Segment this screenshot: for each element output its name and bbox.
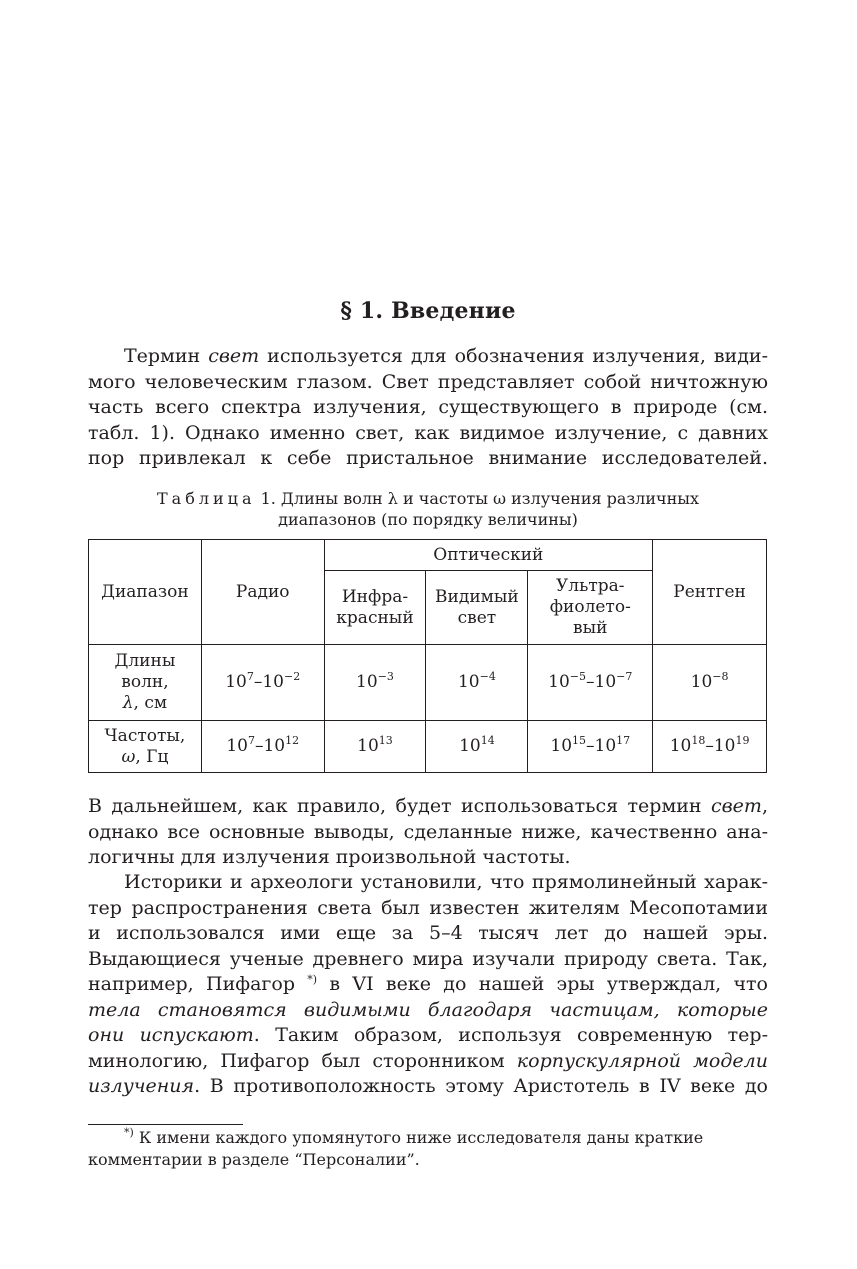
cell-uv-wavelength: $10^{-5}-10^{-7}$ [528, 645, 653, 721]
cell-visible-frequency: $10^{14}$ [426, 721, 528, 773]
text-line: мого человеческим глазом. Свет представляет собой ничтожную [88, 370, 768, 393]
text-line: часть всего спектра излучения, существующего в природе (см. [88, 396, 768, 418]
cell-radio-wavelength: $10^7-10^{-2}$ [201, 645, 324, 721]
text-line: тела становятся видимыми благодаря частицам, которые [88, 998, 768, 1021]
text-line: Историки и археологи установили, что прямолинейный харак- [124, 871, 768, 893]
text-line: логичны для излучения произвольной частоты. [88, 846, 571, 868]
text-line: Выдающиеся ученые древнего мира изучали природу света. Так, [88, 947, 768, 970]
cell-infrared-frequency: $10^{13}$ [324, 721, 426, 773]
header-optical: Оптический [324, 540, 653, 571]
cell-uv-frequency: $10^{15}-10^{17}$ [528, 721, 653, 773]
table-caption-line1: 1. Длины волн λ и частоты ω излучения различных [255, 489, 699, 508]
footnote-mark: *) [124, 1126, 134, 1139]
row-label-frequency: Частоты, ω, Гц [89, 721, 202, 773]
section-number: § 1. [340, 298, 384, 324]
header-ultraviolet: Ультра- фиолето- вый [528, 571, 653, 645]
footnote-marker[interactable]: *) [307, 973, 318, 986]
text-line: например, Пифагор *) в VI веке до нашей эры утверждал, что [88, 973, 768, 995]
section-heading [88, 298, 768, 324]
cell-radio-frequency: $10^7-10^{12}$ [201, 721, 324, 773]
cell-xray-frequency: $10^{18}-10^{19}$ [653, 721, 767, 773]
header-infrared: Инфра- красный [324, 571, 426, 645]
cell-visible-wavelength: $10^{-4}$ [426, 645, 528, 721]
table-caption [88, 488, 768, 530]
text-line: однако все основные выводы, сделанные ниже, качественно ана- [88, 820, 768, 843]
header-visible: Видимый свет [426, 571, 528, 645]
cell-xray-wavelength: $10^{-8}$ [653, 645, 767, 721]
text-line: В дальнейшем, как правило, будет использоваться термин свет, [88, 795, 768, 817]
radiation-ranges-table [88, 539, 767, 773]
footnote [88, 1127, 768, 1171]
table-caption-prefix: Таблица [156, 489, 256, 508]
footnote-line2: комментарии в разделе “Персоналии”. [88, 1150, 420, 1169]
section-title: Введение [391, 298, 516, 324]
intro-paragraph [88, 344, 768, 472]
header-range: Диапазон [89, 540, 202, 645]
footnote-divider [88, 1124, 243, 1125]
text-line: минологию, Пифагор был сторонником корпускулярной модели [88, 1049, 768, 1072]
header-xray: Рентген [653, 540, 767, 645]
text-line: излучения. В противоположность этому Аристотель в IV веке до [88, 1075, 768, 1097]
text-line: тер распространения света был известен жителям Месопотамии [88, 896, 768, 919]
row-label-wavelength: Длины волн, λ, см [89, 645, 202, 721]
header-radio: Радио [201, 540, 324, 645]
cell-infrared-wavelength: $10^{-3}$ [324, 645, 426, 721]
text-line: они испускают. Таким образом, используя современную тер- [88, 1024, 768, 1046]
table-caption-line2: диапазонов (по порядку величины) [278, 510, 578, 529]
footnote-line1: К имени каждого упомянутого ниже исследователя даны краткие [133, 1128, 704, 1147]
history-paragraph [88, 870, 768, 1100]
text-line: Термин свет используется для обозначения излучения, види- [124, 345, 768, 367]
text-line: и использовался ими еще за 5–4 тысяч лет до нашей эры. [88, 922, 768, 944]
text-line: пор привлекал к себе пристальное внимание исследователей. [88, 447, 768, 469]
after-table-paragraph [88, 794, 768, 871]
text-line: табл. 1). Однако именно свет, как видимое излучение, с давних [88, 421, 768, 444]
